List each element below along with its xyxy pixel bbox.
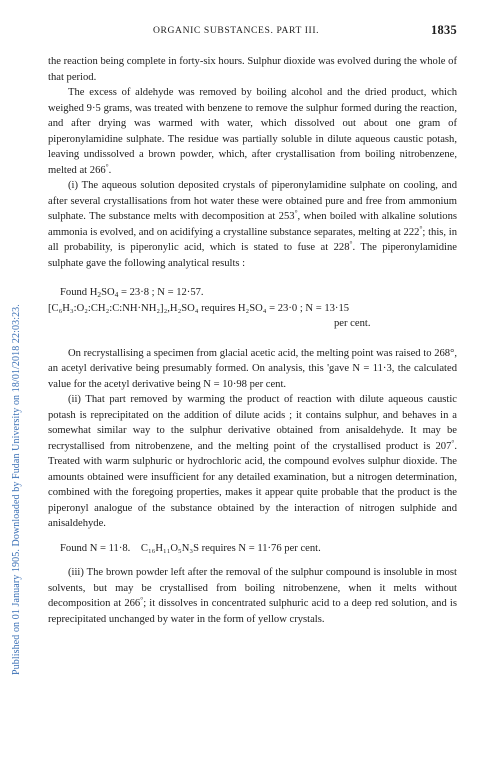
page-number: 1835	[431, 23, 457, 37]
watermark-text: Published on 01 January 1905. Downloaded by Fudan University on 18/01/2018 22:03:23.	[11, 304, 22, 675]
running-title: ORGANIC SUBSTANCES. PART III.	[153, 25, 320, 36]
page-header	[48, 23, 457, 41]
paragraph: On recrystallising a specimen from glacial acetic acid, the melting point was raised to 268°, an acetyl derivative being presumably formed. On analysis, this 'gave N = 11·3, the calculated value for the acetyl derivative being N = 10·98 per cent.	[48, 347, 457, 390]
download-watermark	[11, 75, 23, 675]
paragraph: (ii) That part removed by warming the product of reaction with dilute aqueous caustic potash is reprecipitated on the addition of dilute acids ; it contains sulphur, and behaves in a somewhat similar way to the sulphur derivative obtained from anisaldehyde. It may be recrystallised from nitrobenzene, and the melting point of the crystallised product is 207°. Treated with warm sulphuric or hydrochloric acid, the compound evolves sulphur dioxide. The amounts obtained were insufficient for any detailed examination, but a nitrogen determination, combined with the foregoing properties, makes it appear quite probable that the product is the piperonyl analogue of the substance obtained by the interaction of nitrogen sulphide and anisaldehyde.	[48, 394, 457, 529]
analysis-result: Found $H_2SO_4 = 23\cdot 8$ ; N = 12·57.	[60, 287, 204, 299]
body-text	[48, 54, 457, 627]
analysis-result: Found N = 11·8. C₁₆H₁₁O₅N₃S requires N = 11·76 per cent.	[60, 542, 321, 554]
formula-line: [C₆H₃:O₂:CH₂:C:NH·NH₂]₂,H₂SO₄ requires H₂SO₄ = 23·0 ; N = 13·15	[48, 302, 350, 314]
paragraph: the reaction being complete in forty-six hours. Sulphur dioxide was evolved during the whole of that period.	[48, 56, 457, 83]
formula-unit: per cent.	[334, 318, 371, 329]
paragraph: (i) The aqueous solution deposited crystals of piperonylamidine sulphate on cooling, and after several crystallisations from hot water these were obtained pure and free from ammonium sulphate. The substance melts with decomposition at 253°, when boiled with alkaline solutions ammonia is evolved, and on acidifying a crystalline substance separates, melting at 222°; this, in all probability, is piperonylic acid, which is stated to fuse at 228°. The piperonylamidine sulphate gave the following analytical results :	[48, 180, 457, 269]
paragraph: The excess of aldehyde was removed by boiling alcohol and the dried product, which weighed 9·5 grams, was treated with benzene to remove the sulphur formed during the reaction, and after drying was warmed with water, which dissolved out about one gram of piperonylamidine sulphate. The residue was partially soluble in dilute aqueous caustic potash, leaving undissolved a brown powder, which, after crystallisation from boiling nitrobenzene, melted at 266°.	[48, 87, 457, 176]
paragraph: (iii) The brown powder left after the removal of the sulphur compound is insoluble in most solvents, but may be crystallised from boiling nitrobenzene, when it melts without decomposition at 266°; it dissolves in concentrated sulphuric acid to a deep red solution, and is reprecipitated unchanged by water in the form of yellow crystals.	[48, 567, 457, 625]
